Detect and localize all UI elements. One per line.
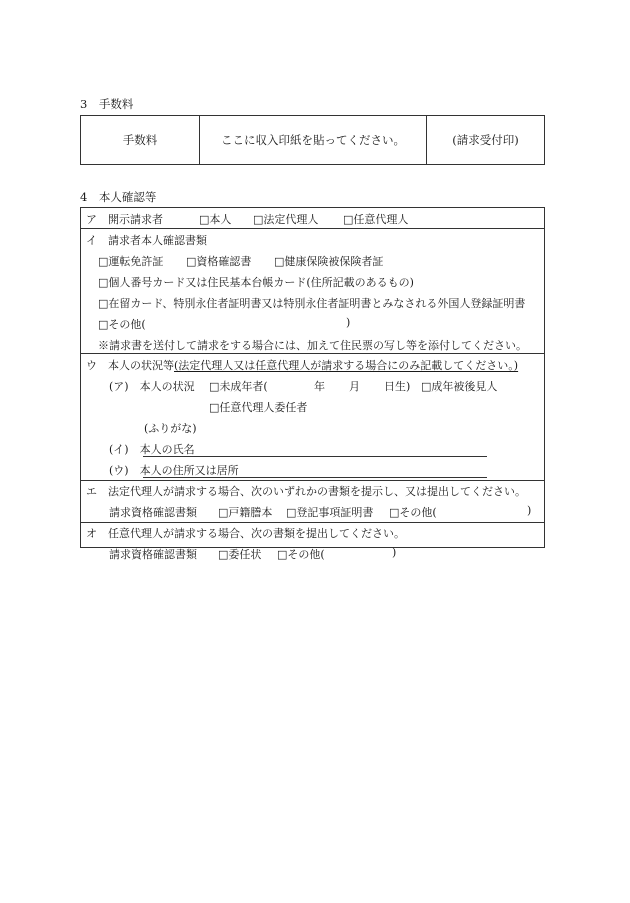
section4-title: 4 本人確認等 [80,190,157,204]
option-minor[interactable]: □未成年者( [209,380,268,393]
principal-address-marker: (ウ) [109,464,140,477]
principal-address-label: 本人の住所又は居所 [139,464,239,477]
option-voluntary-other[interactable]: □その他( [277,548,325,561]
birth-month: 月 [349,380,360,393]
option-qualification-cert[interactable]: □資格確認書 [186,255,252,268]
principal-name-marker: (イ) [109,443,140,456]
option-other-id[interactable]: □その他( [98,318,146,331]
birth-day: 日生) [384,380,411,393]
legal-agent-doc-label: 請求資格確認書類 [109,506,197,519]
principal-status-label-a: (ア) 本人の状況 [109,380,195,393]
principal-name-field[interactable] [109,441,195,457]
mailing-note: ※請求書を送付して請求をする場合には、加えて住民票の写し等を添付してください。 [98,339,527,352]
option-legal-agent[interactable]: □法定代理人 [253,213,319,226]
birth-year: 年 [314,380,325,393]
voluntary-agent-instruction: オ 任意代理人が請求する場合、次の書類を提出してください。 [86,527,405,540]
option-health-insurance[interactable]: □健康保険被保険者証 [274,255,384,268]
option-legal-other[interactable]: □その他( [389,506,437,519]
identity-verification-box [80,207,545,561]
section3-title: 3 手数料 [80,97,134,111]
receipt-stamp-area: (請求受付印) [452,133,519,147]
option-mynumber-card[interactable]: □個人番号カード又は住民基本台帳カード(住所記載のあるもの) [98,276,414,289]
option-residence-card[interactable]: □在留カード、特別永住者証明書又は特別永住者証明書とみなされる外国人登録証明書 [98,297,526,310]
stamp-instruction: ここに収入印紙を貼ってください。 [221,133,405,147]
option-registry-cert[interactable]: □登記事項証明書 [286,506,374,519]
option-power-of-attorney[interactable]: □委任状 [218,548,262,561]
principal-address-field[interactable] [109,462,239,478]
principal-status-condition: (法定代理人又は任意代理人が請求する場合にのみ記載してください。) [174,359,519,372]
principal-name-label: 本人の氏名 [139,443,195,456]
option-voluntary-agent[interactable]: □任意代理人 [343,213,409,226]
option-family-register[interactable]: □戸籍謄本 [218,506,273,519]
furigana-label: (ふりがな) [144,422,197,435]
legal-other-close: ) [527,504,532,517]
option-self[interactable]: □本人 [199,213,232,226]
principal-status-label: ウ 本人の状況等 [86,359,174,372]
principal-status-heading [86,357,518,373]
option-principal[interactable]: □任意代理人委任者 [209,401,308,414]
option-drivers-license[interactable]: □運転免許証 [98,255,164,268]
legal-agent-instruction: エ 法定代理人が請求する場合、次のいずれかの書類を提示し、又は提出してください。 [86,485,526,498]
fee-table [80,115,545,165]
requester-label: ア 開示請求者 [86,213,163,226]
option-adult-ward[interactable]: □成年被後見人 [421,380,498,393]
voluntary-other-close: ) [392,546,397,559]
voluntary-agent-doc-label: 請求資格確認書類 [109,548,197,561]
fee-label: 手数料 [122,133,158,147]
other-id-close: ) [346,316,351,329]
id-docs-label: イ 請求者本人確認書類 [86,234,207,247]
